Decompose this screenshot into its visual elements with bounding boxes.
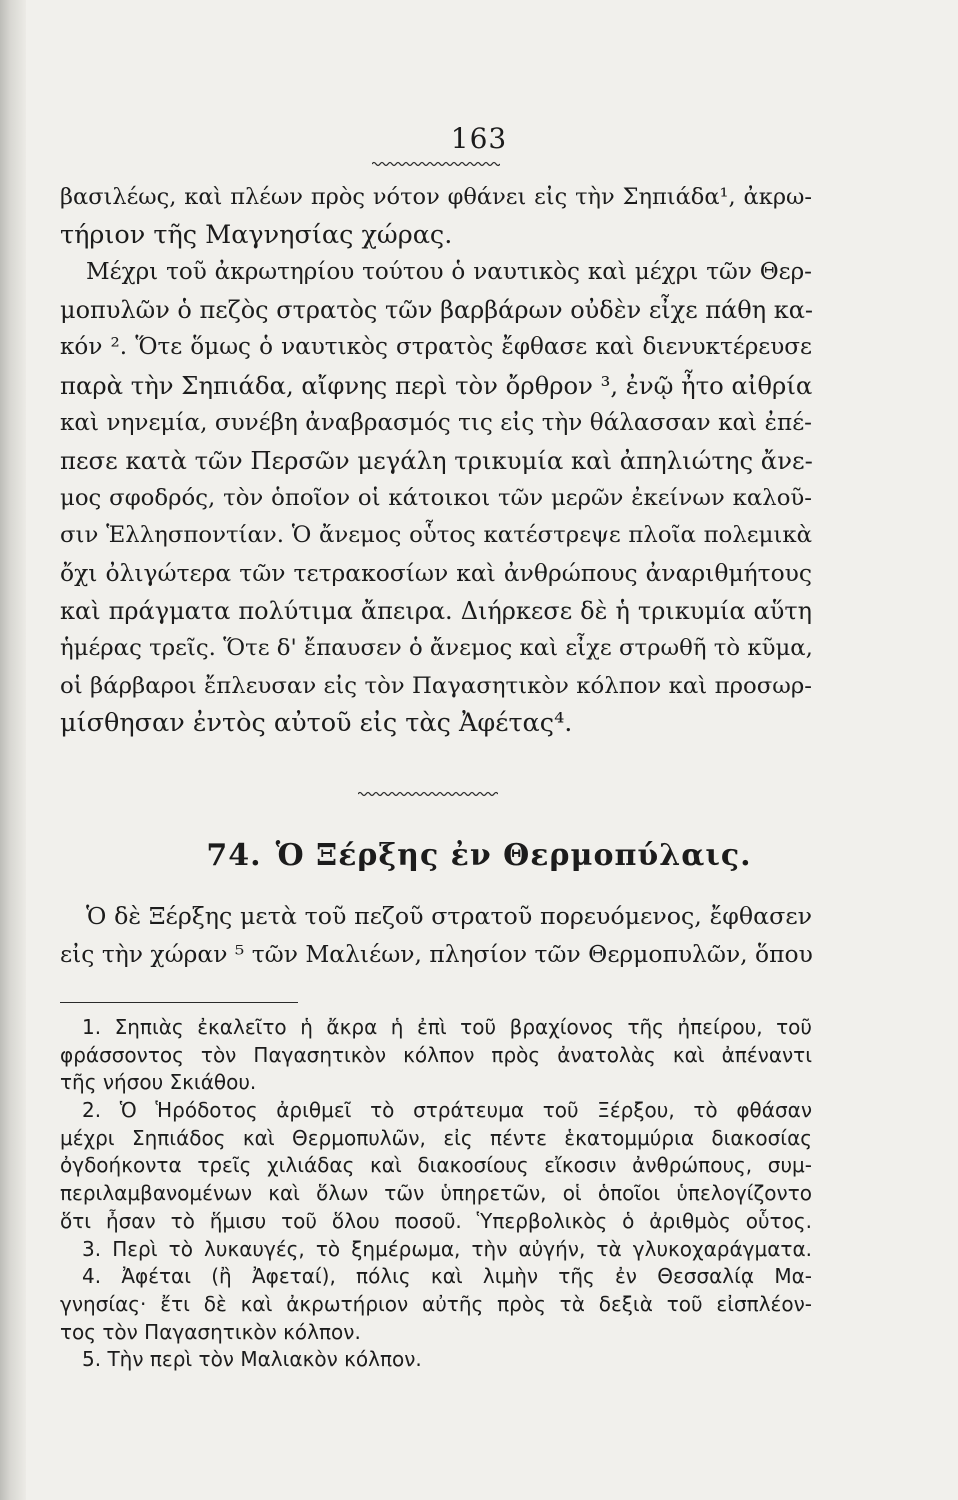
page-number-underline (372, 160, 500, 168)
footnote-line: γνησίας· ἔτι δὲ καὶ ἀκρωτήριον αὐτῆς πρὸς τὰ δεξιὰ τοῦ εἰσπλέον- (60, 1291, 812, 1316)
section-number: 74. (206, 838, 262, 873)
main-text (60, 179, 812, 743)
text-line: κόν ². Ὅτε ὅμως ὁ ναυτικὸς στρατὸς ἔφθασε καὶ διενυκτέρευσε (60, 334, 812, 361)
footnote-line: τῆς νήσου Σκιάθου. (60, 1070, 257, 1095)
footnote-line: ὀγδοήκοντα τρεῖς χιλιάδας καὶ διακοσίους εἴκοσιν ἀνθρώπους, συμ- (60, 1153, 812, 1178)
page-number: 163 (450, 122, 508, 155)
footnote-separator (60, 1002, 298, 1003)
text-line: μίσθησαν ἐντὸς αὐτοῦ εἰς τὰς Ἀφέτας⁴. (60, 708, 573, 739)
footnote-line: μέχρι Σηπιάδος καὶ Θερμοπυλῶν, εἰς πέντε ἑκατομμύρια διακοσίας (60, 1125, 812, 1150)
text-line: σιν Ἑλλησποντίαν. Ὁ ἄνεμος οὗτος κατέστρεψε πλοῖα πολεμικὰ (60, 522, 812, 549)
footnote-line: 4. Ἀφέται (ἢ Ἀφεταί), πόλις καὶ λιμὴν τῆς ἐν Θεσσαλίᾳ Μα- (82, 1264, 812, 1289)
text-line: μοπυλῶν ὁ πεζὸς στρατὸς τῶν βαρβάρων οὐδὲν εἶχε πάθη κα- (60, 295, 814, 324)
footnote-line: 1. Σηπιὰς ἐκαλεῖτο ἡ ἄκρα ἡ ἐπὶ τοῦ βραχίονος τῆς ἠπείρου, τοῦ (82, 1015, 812, 1039)
section-text (60, 898, 812, 973)
text-line: οἱ βάρβαροι ἔπλευσαν εἰς τὸν Παγασητικὸν κόλπον καὶ προσωρ- (60, 672, 812, 699)
text-line: μος σφοδρός, τὸν ὁποῖον οἱ κάτοικοι τῶν μερῶν ἐκείνων καλοῦ- (60, 484, 812, 511)
text-line: ὄχι ὀλιγώτερα τῶν τετρακοσίων καὶ ἀνθρώπους ἀναριθμήτους (60, 558, 812, 587)
text-line: πεσε κατὰ τῶν Περσῶν μεγάλη τρικυμία καὶ ἀπηλιώτης ἄνε- (60, 446, 813, 476)
section-title: Ὁ Ξέρξης ἐν Θερμοπύλαις. (275, 838, 752, 873)
text-line: τήριον τῆς Μαγνησίας χώρας. (60, 219, 453, 250)
footnote-line: 5. Τὴν περὶ τὸν Μαλιακὸν κόλπον. (82, 1347, 422, 1372)
footnote-line: 2. Ὁ Ἡρόδοτος ἀριθμεῖ τὸ στράτευμα τοῦ Ξέρξου, τὸ φθάσαν (82, 1098, 812, 1123)
wavy-line-decoration (372, 160, 500, 168)
text-line: καὶ πράγματα πολύτιμα ἄπειρα. Διήρκεσε δὲ ἡ τρικυμία αὕτη (60, 596, 812, 625)
section-divider (358, 790, 498, 798)
text-line: βασιλέως, καὶ πλέων πρὸς νότον φθάνει εἰς τὴν Σηπιάδα¹, ἀκρω- (60, 184, 812, 210)
wavy-line-decoration (358, 790, 498, 798)
text-line: καὶ νηνεμία, συνέβη ἀναβρασμός τις εἰς τὴν θάλασσαν καὶ ἐπέ- (60, 409, 812, 436)
footnote-line: φράσσοντος τὸν Παγασητικὸν κόλπον πρὸς ἀνατολὰς καὶ ἀπέναντι (60, 1042, 812, 1067)
text-line: ἡμέρας τρεῖς. Ὅτε δ' ἔπαυσεν ὁ ἄνεμος καὶ εἶχε στρωθῆ τὸ κῦμα, (60, 635, 813, 662)
footnote-line: περιλαμβανομένων καὶ ὅλων τῶν ὑπηρετῶν, οἱ ὁποῖοι ὑπελογίζοντο (60, 1181, 812, 1206)
text-line: Μέχρι τοῦ ἀκρωτηρίου τούτου ὁ ναυτικὸς καὶ μέχρι τῶν Θερ- (86, 259, 812, 286)
text-line: παρὰ τὴν Σηπιάδα, αἴφνης περὶ τὸν ὄρθρον ³, ἐνῷ ἦτο αἰθρία (60, 370, 813, 400)
text-line: εἰς τὴν χώραν ⁵ τῶν Μαλιέων, πλησίον τῶν Θερμοπυλῶν, ὅπου (60, 939, 813, 968)
footnote-line: τος τὸν Παγασητικὸν κόλπον. (60, 1319, 361, 1344)
footnote-line: ὅτι ἦσαν τὸ ἥμισυ τοῦ ὅλου ποσοῦ. Ὑπερβολικὸς ὁ ἀριθμὸς οὗτος. (60, 1208, 812, 1233)
footnotes (60, 1014, 812, 1374)
text-line: Ὁ δὲ Ξέρξης μετὰ τοῦ πεζοῦ στρατοῦ πορευόμενος, ἔφθασεν (86, 902, 812, 930)
binding-edge (0, 0, 26, 1500)
footnote-line: 3. Περὶ τὸ λυκαυγές, τὸ ξημέρωμα, τὴν αὐγήν, τὰ γλυκοχαράγματα. (82, 1236, 812, 1261)
section-heading (0, 838, 958, 873)
